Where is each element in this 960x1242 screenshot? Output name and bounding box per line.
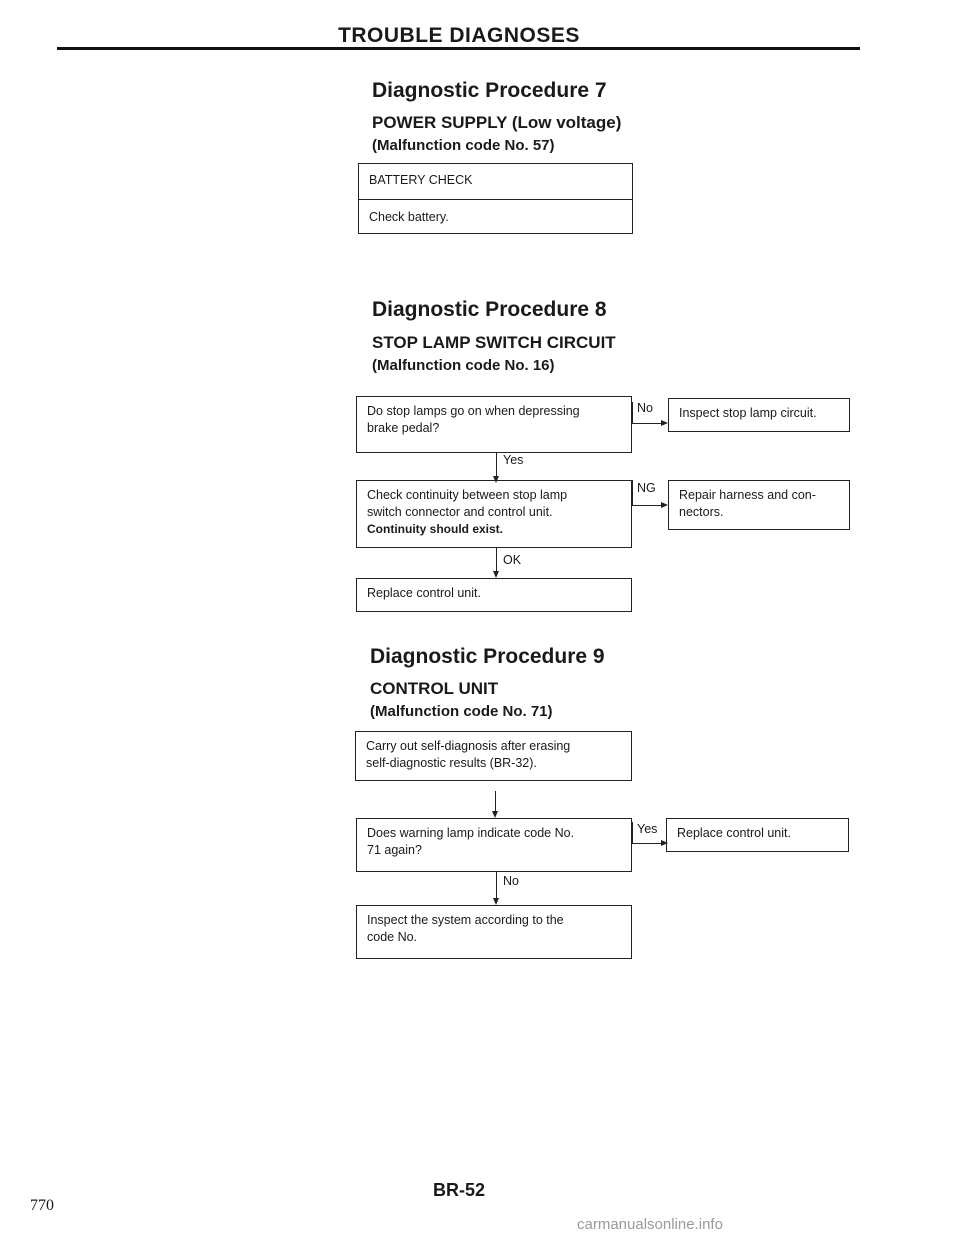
proc8-step2-box xyxy=(356,480,632,548)
proc9-branch-bracket xyxy=(632,822,633,844)
proc9-branch-line xyxy=(632,843,662,844)
proc7-title: Diagnostic Procedure 7 xyxy=(372,79,607,102)
proc8-step1-box xyxy=(356,396,632,453)
proc9-result-text: Replace control unit. xyxy=(677,826,791,840)
proc8-branch2-line xyxy=(632,505,662,506)
proc8-result1-box xyxy=(668,398,850,432)
proc8-branch1-label: No xyxy=(637,401,653,415)
proc8-result2-line1: Repair harness and con- xyxy=(679,488,816,502)
proc8-flow2-arrow xyxy=(493,571,499,578)
proc9-flow-label: No xyxy=(503,874,519,888)
proc9-step3-line2: code No. xyxy=(367,930,418,944)
proc7-box-title: BATTERY CHECK xyxy=(369,173,473,187)
proc9-step1-line2: self-diagnostic results (BR-32). xyxy=(366,756,537,770)
proc8-step3-text: Replace control unit. xyxy=(367,586,481,600)
header-rule xyxy=(57,47,860,50)
proc9-step2-line2: 71 again? xyxy=(367,843,422,857)
proc8-step3-box xyxy=(356,578,632,612)
proc8-branch2-label: NG xyxy=(637,481,656,495)
proc7-box-divider xyxy=(359,199,632,200)
page-number: 770 xyxy=(30,1197,54,1214)
proc8-step2-line1: Check continuity between stop lamp xyxy=(367,488,568,502)
proc9-flow1-arrow xyxy=(493,898,499,905)
proc7-subtitle: POWER SUPPLY (Low voltage) xyxy=(372,113,622,132)
proc9-step1-box xyxy=(355,731,632,781)
proc8-step1-line2: brake pedal? xyxy=(367,421,440,435)
proc7-battery-check-box xyxy=(358,163,633,234)
watermark: carmanualsonline.info xyxy=(577,1216,723,1233)
proc9-code: (Malfunction code No. 71) xyxy=(370,703,553,720)
proc8-branch1-line xyxy=(632,423,662,424)
proc9-flow0-arrow xyxy=(492,811,498,818)
proc8-branch1-arrow xyxy=(661,420,668,426)
proc8-subtitle: STOP LAMP SWITCH CIRCUIT xyxy=(372,333,616,352)
proc9-title: Diagnostic Procedure 9 xyxy=(370,645,605,668)
proc8-title: Diagnostic Procedure 8 xyxy=(372,298,607,321)
proc8-result2-line2: nectors. xyxy=(679,505,724,519)
proc7-code: (Malfunction code No. 57) xyxy=(372,137,555,154)
proc9-step1-line1: Carry out self-diagnosis after erasing xyxy=(366,739,571,753)
proc8-step2-line3: Continuity should exist. xyxy=(367,522,504,536)
proc7-box-text: Check battery. xyxy=(369,210,449,224)
proc8-branch1-bracket xyxy=(632,402,633,424)
proc9-step2-box xyxy=(356,818,632,872)
proc8-flow1-line xyxy=(496,453,497,476)
proc9-subtitle: CONTROL UNIT xyxy=(370,679,499,698)
proc9-flow0-line xyxy=(495,791,496,811)
proc9-step2-line1: Does warning lamp indicate code No. xyxy=(367,826,575,840)
proc9-step3-line1: Inspect the system according to the xyxy=(367,913,564,927)
proc8-branch2-arrow xyxy=(661,502,668,508)
proc9-branch-label: Yes xyxy=(637,822,658,836)
proc9-step3-box xyxy=(356,905,632,959)
proc9-flow1-line xyxy=(496,872,497,898)
page-code: BR-52 xyxy=(432,1180,485,1200)
proc8-step2-line2: switch connector and control unit. xyxy=(367,505,553,519)
proc8-flow2-line xyxy=(496,548,497,571)
proc8-step1-line1: Do stop lamps go on when depressing xyxy=(367,404,580,418)
proc8-flow1-label: Yes xyxy=(503,453,524,467)
proc9-result-box xyxy=(666,818,849,852)
proc8-flow2-label: OK xyxy=(503,553,522,567)
proc8-code: (Malfunction code No. 16) xyxy=(372,357,555,374)
page-header-title: TROUBLE DIAGNOSES xyxy=(338,24,580,47)
proc8-branch2-bracket xyxy=(632,480,633,506)
proc8-result2-box xyxy=(668,480,850,530)
proc8-result1-text: Inspect stop lamp circuit. xyxy=(679,406,817,420)
